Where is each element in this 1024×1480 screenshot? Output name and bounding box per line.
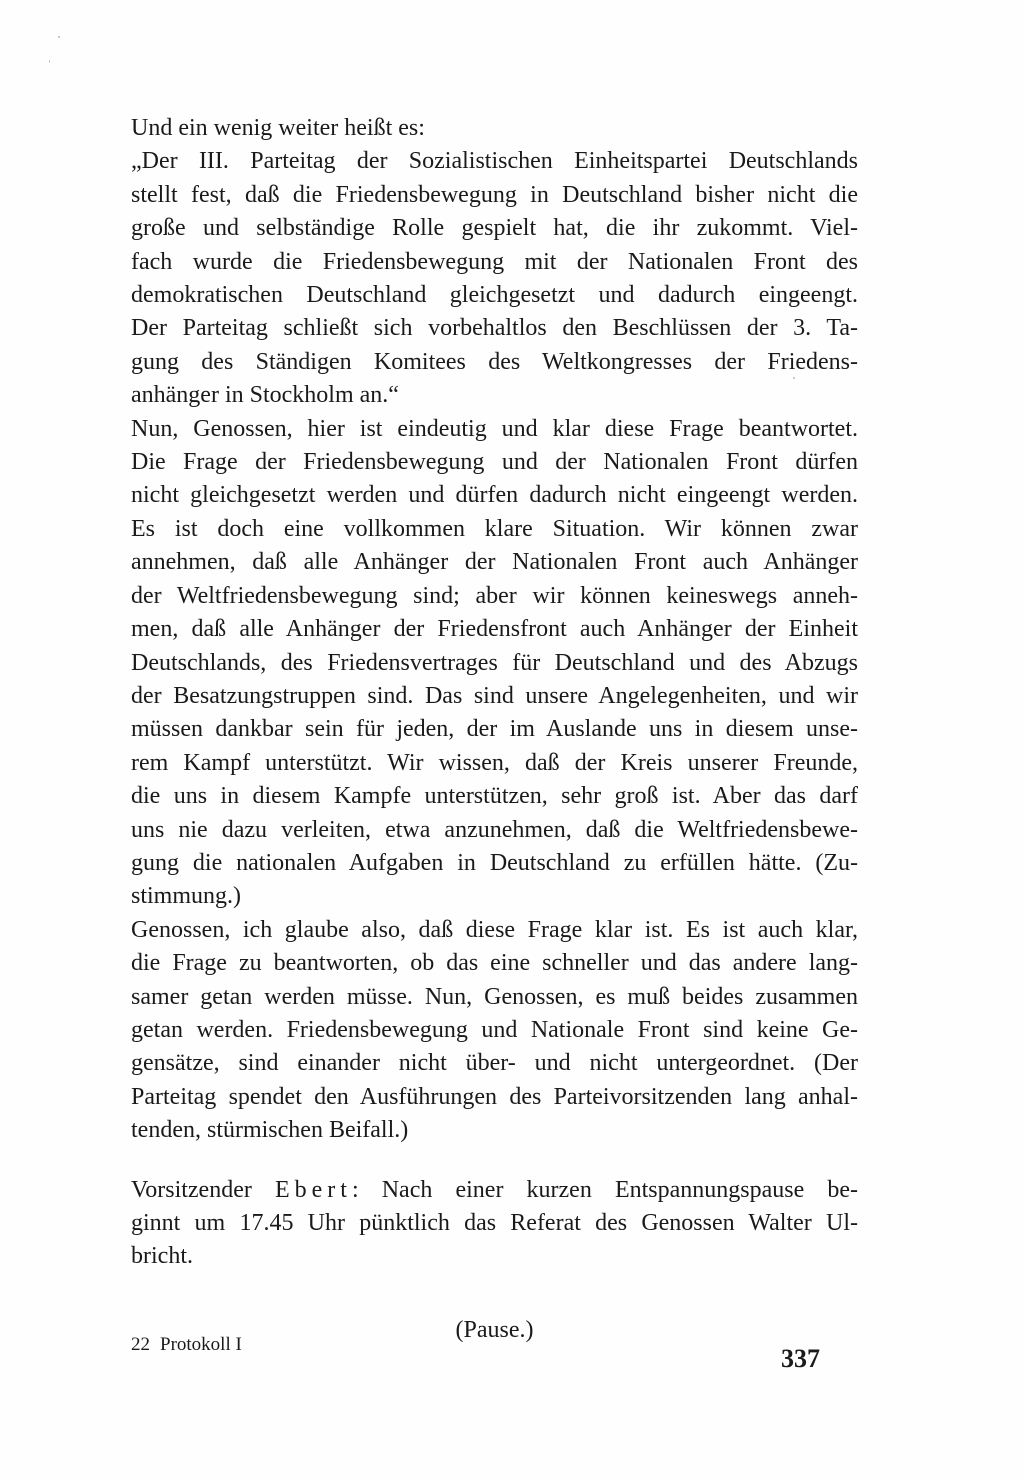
text-line: der Besatzungstruppen sind. Das sind unsere Angelegenheiten, und wir xyxy=(131,682,858,709)
text-line: Es ist doch eine vollkommen klare Situation. Wir können zwar xyxy=(131,515,858,542)
text-line: „Der III. Parteitag der Sozialistischen Einheitspartei Deutschlands xyxy=(131,148,858,175)
announcement-text: : Nach einer kurzen Entspannungspause be- xyxy=(351,1176,859,1203)
text-line: die uns in diesem Kampfe unterstützen, sehr groß ist. Aber das darf xyxy=(131,783,858,810)
text-line: rem Kampf unterstützt. Wir wissen, daß der Kreis unserer Freunde, xyxy=(131,749,858,776)
announcement-line: ginnt um 17.45 Uhr pünktlich das Referat des Genossen Walter Ul- xyxy=(131,1210,858,1236)
paragraph-gap xyxy=(131,1274,858,1314)
speaker-role: Vorsitzender xyxy=(131,1176,252,1203)
text-line: annehmen, daß alle Anhänger der Nationalen Front auch Anhänger xyxy=(131,549,858,576)
text-line: gung die nationalen Aufgaben in Deutschland zu erfüllen hätte. (Zu- xyxy=(131,849,858,876)
text-line: Nun, Genossen, hier ist eindeutig und klar diese Frage beantwortet. xyxy=(131,415,858,442)
text-line: demokratischen Deutschland gleichgesetzt und dadurch eingeengt. xyxy=(131,282,858,309)
text-line: getan werden. Friedensbewegung und Nationale Front sind keine Ge- xyxy=(131,1016,858,1043)
speaker-name: Ebert xyxy=(274,1176,352,1203)
signature-label: Protokoll I xyxy=(160,1334,242,1355)
text-line: fach wurde die Friedensbewegung mit der Nationalen Front des xyxy=(131,248,858,275)
text-line: anhänger in Stockholm an.“ xyxy=(131,382,399,409)
text-line: tenden, stürmischen Beifall.) xyxy=(131,1117,409,1144)
text-line: stimmung.) xyxy=(131,883,242,910)
page-number: 337 xyxy=(781,1344,820,1373)
text-line: gensätze, sind einander nicht über- und nicht untergeordnet. (Der xyxy=(131,1050,858,1077)
signature-number: 22 xyxy=(131,1334,150,1355)
signature-mark xyxy=(131,1334,242,1356)
body-text xyxy=(131,112,858,1347)
paragraph-gap xyxy=(131,1148,858,1174)
text-line: Genossen, ich glaube also, daß diese Frage klar ist. Es ist auch klar, xyxy=(131,916,858,943)
scan-speck xyxy=(49,60,50,63)
text-line: Deutschlands, des Friedensvertrages für Deutschland und des Abzugs xyxy=(131,649,858,676)
announcement-line xyxy=(131,1174,858,1207)
text-line: Die Frage der Friedensbewegung und der Nationalen Front dürfen xyxy=(131,449,858,476)
text-line: stellt fest, daß die Friedensbewegung in Deutschland bisher nicht die xyxy=(131,181,858,208)
text-line: Parteitag spendet den Ausführungen des Parteivorsitzenden lang anhal- xyxy=(131,1083,858,1110)
text-line: Und ein wenig weiter heißt es: xyxy=(131,115,425,141)
text-line: die Frage zu beantworten, ob das eine schneller und das andere lang- xyxy=(131,950,858,977)
text-line: der Weltfriedensbewegung sind; aber wir können keineswegs anneh- xyxy=(131,582,858,609)
text-line: müssen dankbar sein für jeden, der im Auslande uns in diesem unse- xyxy=(131,716,858,743)
text-line: große und selbständige Rolle gespielt hat, die ihr zukommt. Viel- xyxy=(131,215,858,242)
announcement-line: bricht. xyxy=(131,1243,193,1270)
text-line: Der Parteitag schließt sich vorbehaltlos den Beschlüssen der 3. Ta- xyxy=(131,315,858,342)
text-line: gung des Ständigen Komitees des Weltkongresses der Friedens- xyxy=(131,348,858,375)
text-line: uns nie dazu verleiten, etwa anzunehmen, daß die Weltfriedensbewe- xyxy=(131,816,858,843)
scan-speck xyxy=(58,36,60,38)
text-line: nicht gleichgesetzt werden und dürfen dadurch nicht eingeengt werden. xyxy=(131,482,858,509)
text-line: men, daß alle Anhänger der Friedensfront auch Anhänger der Einheit xyxy=(131,616,858,643)
text-line: samer getan werden müsse. Nun, Genossen, es muß beides zusammen xyxy=(131,983,858,1010)
pause-note: (Pause.) xyxy=(455,1316,534,1343)
